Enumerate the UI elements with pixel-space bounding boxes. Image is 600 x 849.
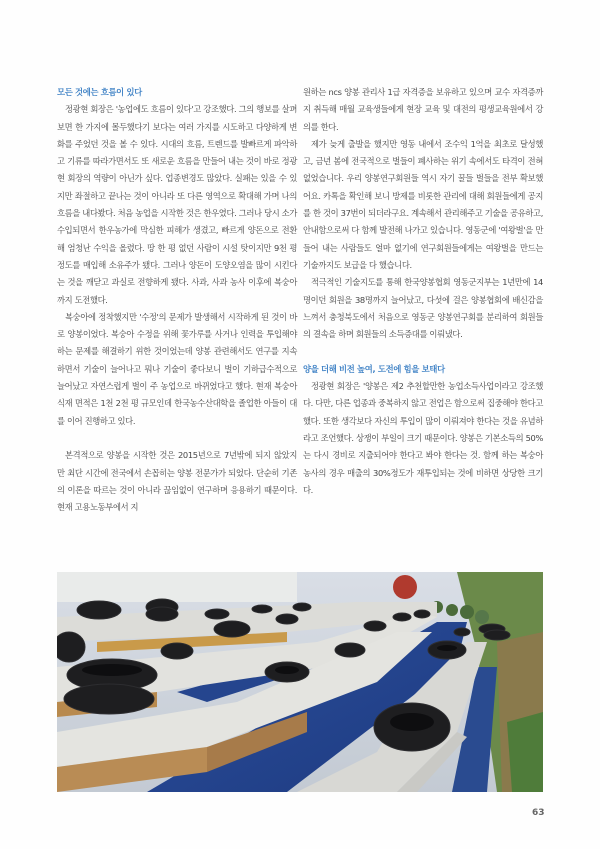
- paragraph-gap: [57, 430, 297, 447]
- apiary-photo: [57, 572, 543, 792]
- right-column: [303, 84, 543, 499]
- body-paragraph: 정광현 회장은 '농업에도 흐름이 있다'고 강조했다. 그의 행보를 살펴보면 한 가지에 몰두했다기 보다는 여러 가지를 시도하고 다양하게 변화를 주었던 것을 볼 수 있다. 시대의 흐름, 트렌드를 발빠르게 파악하고 기류를 따라가면서도 또 새로운 흐름을 만들어 내는 것이 바로 정광현 회장의 역량이 아닌가 싶다. 업종변경도 많았다. 실패는 있을 수 있지만 좌절하고 끝나는 것이 아니라 또 다른 영역으로 확대해 가며 나의 흐름을 내다봤다. 처음 농업을 시작한 것은 한우였다. 그러나 당시 소가 수입되면서 한우농가에 막심한 피해가 생겼고, 빠르게 양돈으로 전환해 엄청난 수익을 올렸다. 땅 한 평 없던 사람이 시설 탓이지만 9천 평 정도를 매입해 소유주가 됐다. 그러나 양돈이 도양오염을 많이 시킨다는 것을 깨닫고 과실로 전향하게 됐다. 사과, 사과 농사 이후에 복숭아까지 도전했다.: [57, 104, 297, 305]
- left-column: [57, 84, 297, 516]
- body-paragraph: 정광현 회장은 '양봉은 제2 추천할만한 농업소득사업이라고 강조했다. 다만, 다른 업종과 중복하지 않고 전업은 함으로써 집중해야 한다고 했다. 또한 생각보다 자신의 투입이 많이 이뤄져야 한다는 것을 유념하라고 조언했다. 상쟁이 부일이 크기 때문이다. 양봉은 기본소득의 50%는 다시 경비로 지출되어야 한다고 봐야 한다는 것. 함께 하는 복숭아 농사의 경우 매출의 30%정도가 재투입되는 것에 비하면 상당한 크기다.: [303, 381, 543, 495]
- section-heading-flow: 모든 것에는 흐름이 있다: [57, 87, 142, 97]
- page-number: 63: [532, 808, 545, 818]
- paragraph-gap: [303, 343, 543, 360]
- body-paragraph: 본격적으로 양봉을 시작한 것은 2015년으로 7년밖에 되지 않았지만 최단 시간에 전국에서 손꼽히는 양봉 전문가가 되었다. 단순히 기존의 이론을 따르는 것이 아니라 끊임없이 연구하며 응용하기 때문이다. 현재 고용노동부에서 지: [57, 450, 297, 513]
- body-paragraph: 적극적인 기술지도를 통해 한국양봉협회 영동군지부는 1년만에 14명이던 회원을 38명까지 늘어났고, 다섯에 걸은 양봉협회에 배신감을 느껴서 충청북도에서 처음으로 영동군 양봉연구회를 분리하여 회원들의 결속을 하며 회원들의 소득증대를 이뤄냈다.: [303, 277, 543, 340]
- section-heading-vision: 양을 더해 비전 높여, 도전에 힘을 보태다: [303, 363, 445, 374]
- apiary-illustration: [57, 572, 543, 792]
- body-paragraph: 복숭아에 정착했지만 '수정'의 문제가 발생해서 시작하게 된 것이 바로 양봉이었다. 복숭아 수정을 위해 꽃가루를 사거나 인력을 투입해야 하는 문제를 해결하기 위한 것이었는데 양봉 관련해서도 연구를 지속하면서 기술이 늘어나고 뭐나 기술이 좋다보니 벌이 기하급수적으로 늘어났고 자연스럽게 벌이 주 농업으로 바뀌었다고 했다. 현재 복숭아 식재 면적은 1천 2천 평 규모인데 한국농수산대학을 졸업한 아들이 대를 이어 진행하고 있다.: [57, 311, 297, 426]
- body-paragraph-continuation: 원하는 ncs 양봉 관리사 1급 자격증을 보유하고 있으며 교수 자격증까지 취득해 매월 교육생들에게 현장 교육 및 대전의 평생교육원에서 강의를 한다.: [303, 87, 543, 132]
- body-paragraph: 제가 늦게 출발을 했지만 영동 내에서 조수익 1억을 최초로 달성했고, 금년 봄에 전국적으로 벌들이 폐사하는 위기 속에서도 타격이 전혀 없었습니다. 우리 양봉연구회원들 역시 자기 꿀들 벌들을 전부 확보했어요. 카톡을 확인해 보니 방제를 비롯한 관리에 대해 회원들에게 공지를 한 것이 37번이 되더라구요. 계속해서 관리해주고 기술을 공유하고, 안내함으로써 다 함께 발전해 나가고 있습니다. 영동군에 '여왕벌'을 만들어 내는 사람들도 얼마 없기에 연구회원들에게는 여왕벌을 만드는 기술까지도 보급을 다 했습니다.: [303, 138, 543, 270]
